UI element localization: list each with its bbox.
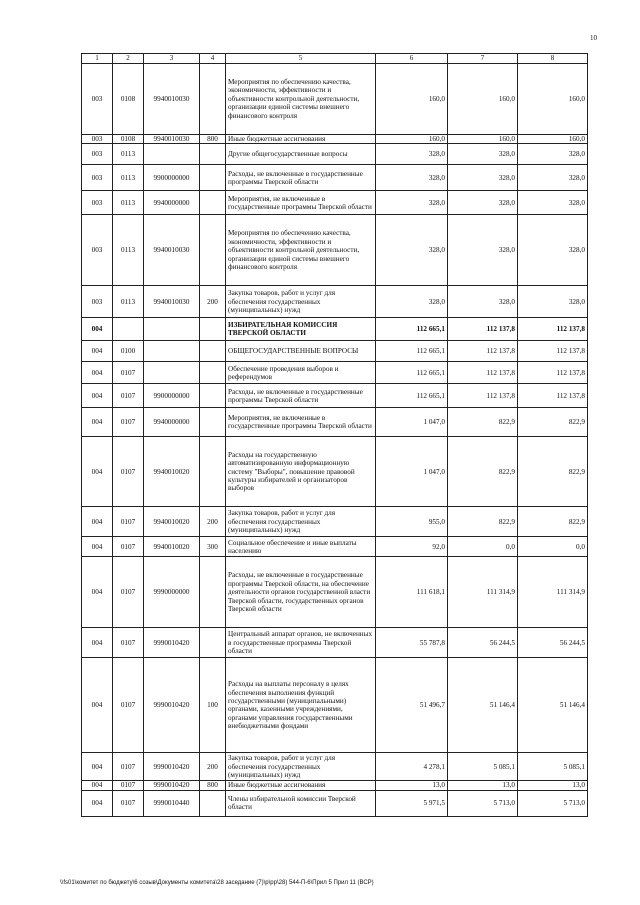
cell-target-article: 9990000000: [144, 557, 200, 628]
cell-section: 0108: [113, 135, 144, 144]
table-row: [82, 135, 588, 144]
cell-amount-col8: 328,0: [518, 286, 588, 318]
cell-expense-type: [200, 408, 226, 437]
table-row: [82, 215, 588, 286]
cell-department: 003: [82, 165, 113, 191]
cell-section: 0107: [113, 384, 144, 408]
cell-target-article: 9940010030: [144, 286, 200, 318]
cell-amount-col7: 5 713,0: [448, 790, 518, 816]
cell-amount-col6: 112 665,1: [376, 341, 448, 362]
table-row: [82, 781, 588, 790]
cell-section: 0107: [113, 362, 144, 384]
cell-section: [113, 318, 144, 341]
cell-description: Расходы, не включенные в государственные программы Тверской области: [226, 384, 376, 408]
cell-department: 004: [82, 781, 113, 790]
cell-department: 004: [82, 341, 113, 362]
table-row: [82, 341, 588, 362]
cell-expense-type: [200, 318, 226, 341]
header-cell: 2: [113, 54, 144, 64]
cell-amount-col8: 112 137,8: [518, 318, 588, 341]
cell-description: Обеспечение проведения выборов и референдумов: [226, 362, 376, 384]
cell-amount-col8: 0,0: [518, 537, 588, 557]
cell-amount-col7: 0,0: [448, 537, 518, 557]
header-cell: 3: [144, 54, 200, 64]
cell-amount-col7: 51 146,4: [448, 658, 518, 753]
cell-description: Иные бюджетные ассигнования: [226, 135, 376, 144]
header-cell: 8: [518, 54, 588, 64]
cell-expense-type: [200, 215, 226, 286]
cell-target-article: 9900000000: [144, 384, 200, 408]
cell-department: 003: [82, 191, 113, 215]
cell-department: 004: [82, 437, 113, 507]
cell-target-article: [144, 144, 200, 165]
cell-target-article: 9940010030: [144, 215, 200, 286]
cell-department: 004: [82, 658, 113, 753]
cell-target-article: [144, 341, 200, 362]
cell-amount-col8: 822,9: [518, 408, 588, 437]
cell-target-article: 9940000000: [144, 191, 200, 215]
cell-department: 003: [82, 286, 113, 318]
table-row: [82, 64, 588, 135]
table-row: [82, 437, 588, 507]
cell-amount-col6: 13,0: [376, 781, 448, 790]
table-row: [82, 557, 588, 628]
cell-amount-col8: 112 137,8: [518, 362, 588, 384]
cell-amount-col7: 160,0: [448, 135, 518, 144]
table-row: [82, 384, 588, 408]
table-row: [82, 537, 588, 557]
cell-amount-col7: 56 244,5: [448, 628, 518, 658]
cell-amount-col8: 112 137,8: [518, 384, 588, 408]
header-cell: 5: [226, 54, 376, 64]
cell-description: Закупка товаров, работ и услуг для обеспечения государственных (муниципальных) нужд: [226, 753, 376, 781]
cell-amount-col7: 13,0: [448, 781, 518, 790]
cell-amount-col7: 822,9: [448, 408, 518, 437]
cell-target-article: 9990010420: [144, 658, 200, 753]
cell-section: 0107: [113, 537, 144, 557]
cell-description: Мероприятия, не включенные в государственные программы Тверской области: [226, 408, 376, 437]
cell-amount-col6: 92,0: [376, 537, 448, 557]
cell-description: Члены избирательной комиссии Тверской области: [226, 790, 376, 816]
cell-description: Мероприятия по обеспечению качества, экономичности, эффективности и объективности контрольной деятельности, организации единой системы внешнего финансового контроля: [226, 64, 376, 135]
cell-amount-col6: 51 496,7: [376, 658, 448, 753]
cell-description: Мероприятия, не включенные в государственные программы Тверской области: [226, 191, 376, 215]
cell-expense-type: [200, 165, 226, 191]
cell-description: ОБЩЕГОСУДАРСТВЕННЫЕ ВОПРОСЫ: [226, 341, 376, 362]
cell-expense-type: 200: [200, 286, 226, 318]
cell-department: 004: [82, 318, 113, 341]
cell-expense-type: 800: [200, 781, 226, 790]
cell-target-article: 9940010020: [144, 507, 200, 537]
cell-description: Центральный аппарат органов, не включенных в государственные программы Тверской области: [226, 628, 376, 658]
cell-description: Расходы, не включенные в государственные программы Тверской области: [226, 165, 376, 191]
cell-expense-type: [200, 64, 226, 135]
cell-amount-col6: 328,0: [376, 286, 448, 318]
cell-section: 0107: [113, 753, 144, 781]
cell-target-article: 9990010420: [144, 753, 200, 781]
cell-department: 004: [82, 790, 113, 816]
cell-expense-type: [200, 362, 226, 384]
cell-target-article: 9900000000: [144, 165, 200, 191]
cell-department: 004: [82, 408, 113, 437]
cell-department: 004: [82, 384, 113, 408]
cell-amount-col8: 51 146,4: [518, 658, 588, 753]
cell-description: Расходы на выплаты персоналу в целях обеспечения выполнения функций государственными (муниципальными) органами, казенными учреждениями, органами управления государственными внебюджетными фондами: [226, 658, 376, 753]
header-cell: 4: [200, 54, 226, 64]
cell-description: Расходы на государственную автоматизированную информационную систему "Выборы", повышение правовой культуры избирателей и организаторов выборов: [226, 437, 376, 507]
cell-amount-col8: 328,0: [518, 215, 588, 286]
cell-department: 004: [82, 362, 113, 384]
cell-amount-col7: 112 137,8: [448, 341, 518, 362]
cell-department: 004: [82, 557, 113, 628]
table-row: [82, 658, 588, 753]
cell-amount-col6: 328,0: [376, 191, 448, 215]
cell-description: ИЗБИРАТЕЛЬНАЯ КОМИССИЯ ТВЕРСКОЙ ОБЛАСТИ: [226, 318, 376, 341]
table-row: [82, 362, 588, 384]
cell-section: 0107: [113, 557, 144, 628]
cell-section: 0108: [113, 64, 144, 135]
cell-amount-col7: 111 314,9: [448, 557, 518, 628]
cell-department: 004: [82, 628, 113, 658]
cell-amount-col8: 328,0: [518, 191, 588, 215]
cell-amount-col7: 822,9: [448, 507, 518, 537]
cell-expense-type: 300: [200, 537, 226, 557]
cell-expense-type: 200: [200, 753, 226, 781]
cell-amount-col6: 5 971,5: [376, 790, 448, 816]
cell-amount-col8: 328,0: [518, 165, 588, 191]
table-row: [82, 408, 588, 437]
cell-amount-col7: 328,0: [448, 165, 518, 191]
cell-target-article: 9990010420: [144, 628, 200, 658]
cell-description: Социальное обеспечение и иные выплаты населению: [226, 537, 376, 557]
cell-description: Закупка товаров, работ и услуг для обеспечения государственных (муниципальных) нужд: [226, 507, 376, 537]
cell-section: 0107: [113, 781, 144, 790]
cell-department: 003: [82, 215, 113, 286]
cell-expense-type: 800: [200, 135, 226, 144]
cell-section: 0113: [113, 165, 144, 191]
cell-amount-col7: 5 085,1: [448, 753, 518, 781]
cell-section: 0107: [113, 658, 144, 753]
cell-amount-col6: 4 278,1: [376, 753, 448, 781]
table-row: [82, 286, 588, 318]
cell-amount-col6: 111 618,1: [376, 557, 448, 628]
cell-amount-col6: 112 665,1: [376, 318, 448, 341]
cell-amount-col7: 112 137,8: [448, 384, 518, 408]
table-row: [82, 507, 588, 537]
cell-section: 0113: [113, 191, 144, 215]
cell-amount-col6: 328,0: [376, 215, 448, 286]
file-path-footer: \\fs01\комитет по бюджету\6 созыв\Документы комитета\28 заседание (7)\р\рр\28) 544-П-6\Прил 5 Прил 11 (ВСР): [60, 880, 374, 886]
cell-section: 0100: [113, 341, 144, 362]
cell-amount-col8: 56 244,5: [518, 628, 588, 658]
table-header-row: [82, 54, 588, 64]
cell-section: 0113: [113, 215, 144, 286]
cell-department: 004: [82, 537, 113, 557]
cell-target-article: 9940010030: [144, 64, 200, 135]
cell-expense-type: [200, 557, 226, 628]
cell-section: 0113: [113, 144, 144, 165]
cell-target-article: 9940000000: [144, 408, 200, 437]
cell-amount-col8: 160,0: [518, 64, 588, 135]
cell-expense-type: [200, 384, 226, 408]
cell-section: 0113: [113, 286, 144, 318]
cell-amount-col8: 328,0: [518, 144, 588, 165]
cell-section: 0107: [113, 628, 144, 658]
cell-amount-col8: 822,9: [518, 507, 588, 537]
cell-amount-col6: 112 665,1: [376, 362, 448, 384]
cell-department: 004: [82, 753, 113, 781]
cell-section: 0107: [113, 507, 144, 537]
header-cell: 1: [82, 54, 113, 64]
cell-expense-type: [200, 437, 226, 507]
table-row: [82, 628, 588, 658]
cell-amount-col7: 160,0: [448, 64, 518, 135]
cell-section: 0107: [113, 437, 144, 507]
cell-amount-col6: 1 047,0: [376, 437, 448, 507]
cell-amount-col8: 5 085,1: [518, 753, 588, 781]
cell-amount-col6: 112 665,1: [376, 384, 448, 408]
cell-description: Иные бюджетные ассигнования: [226, 781, 376, 790]
cell-department: 003: [82, 135, 113, 144]
cell-target-article: 9940010030: [144, 135, 200, 144]
cell-amount-col7: 328,0: [448, 215, 518, 286]
cell-target-article: 9940010020: [144, 437, 200, 507]
cell-department: 004: [82, 507, 113, 537]
cell-amount-col7: 328,0: [448, 286, 518, 318]
cell-description: Расходы, не включенные в государственные программы Тверской области, на обеспечение деятельности органов государственной власти Тверской области, государственных органов Тверской области: [226, 557, 376, 628]
cell-amount-col6: 160,0: [376, 64, 448, 135]
page-number: 10: [590, 34, 597, 42]
cell-section: 0107: [113, 408, 144, 437]
cell-target-article: [144, 362, 200, 384]
cell-amount-col6: 55 787,8: [376, 628, 448, 658]
cell-amount-col6: 1 047,0: [376, 408, 448, 437]
budget-table: [81, 53, 588, 817]
table-row: [82, 790, 588, 816]
cell-description: Другие общегосударственные вопросы: [226, 144, 376, 165]
cell-amount-col6: 328,0: [376, 165, 448, 191]
cell-department: 003: [82, 144, 113, 165]
cell-amount-col7: 112 137,8: [448, 318, 518, 341]
cell-description: Мероприятия по обеспечению качества, экономичности, эффективности и объективности контрольной деятельности, организации единой системы внешнего финансового контроля: [226, 215, 376, 286]
cell-amount-col8: 13,0: [518, 781, 588, 790]
cell-amount-col6: 160,0: [376, 135, 448, 144]
table-row: [82, 753, 588, 781]
cell-amount-col7: 112 137,8: [448, 362, 518, 384]
cell-expense-type: 100: [200, 658, 226, 753]
cell-amount-col8: 5 713,0: [518, 790, 588, 816]
header-cell: 7: [448, 54, 518, 64]
cell-amount-col6: 328,0: [376, 144, 448, 165]
cell-section: 0107: [113, 790, 144, 816]
cell-target-article: 9990010420: [144, 781, 200, 790]
cell-amount-col8: 111 314,9: [518, 557, 588, 628]
cell-amount-col7: 328,0: [448, 191, 518, 215]
cell-amount-col8: 160,0: [518, 135, 588, 144]
cell-amount-col6: 955,0: [376, 507, 448, 537]
cell-amount-col7: 328,0: [448, 144, 518, 165]
cell-amount-col8: 112 137,8: [518, 341, 588, 362]
cell-expense-type: [200, 341, 226, 362]
table-row: [82, 191, 588, 215]
cell-department: 003: [82, 64, 113, 135]
cell-target-article: 9940010020: [144, 537, 200, 557]
cell-target-article: 9990010440: [144, 790, 200, 816]
cell-amount-col7: 822,9: [448, 437, 518, 507]
table-row: [82, 144, 588, 165]
cell-target-article: [144, 318, 200, 341]
cell-expense-type: [200, 191, 226, 215]
header-cell: 6: [376, 54, 448, 64]
cell-amount-col8: 822,9: [518, 437, 588, 507]
cell-expense-type: 200: [200, 507, 226, 537]
table-row: [82, 318, 588, 341]
cell-expense-type: [200, 144, 226, 165]
cell-description: Закупка товаров, работ и услуг для обеспечения государственных (муниципальных) нужд: [226, 286, 376, 318]
table-row: [82, 165, 588, 191]
cell-expense-type: [200, 628, 226, 658]
cell-expense-type: [200, 790, 226, 816]
